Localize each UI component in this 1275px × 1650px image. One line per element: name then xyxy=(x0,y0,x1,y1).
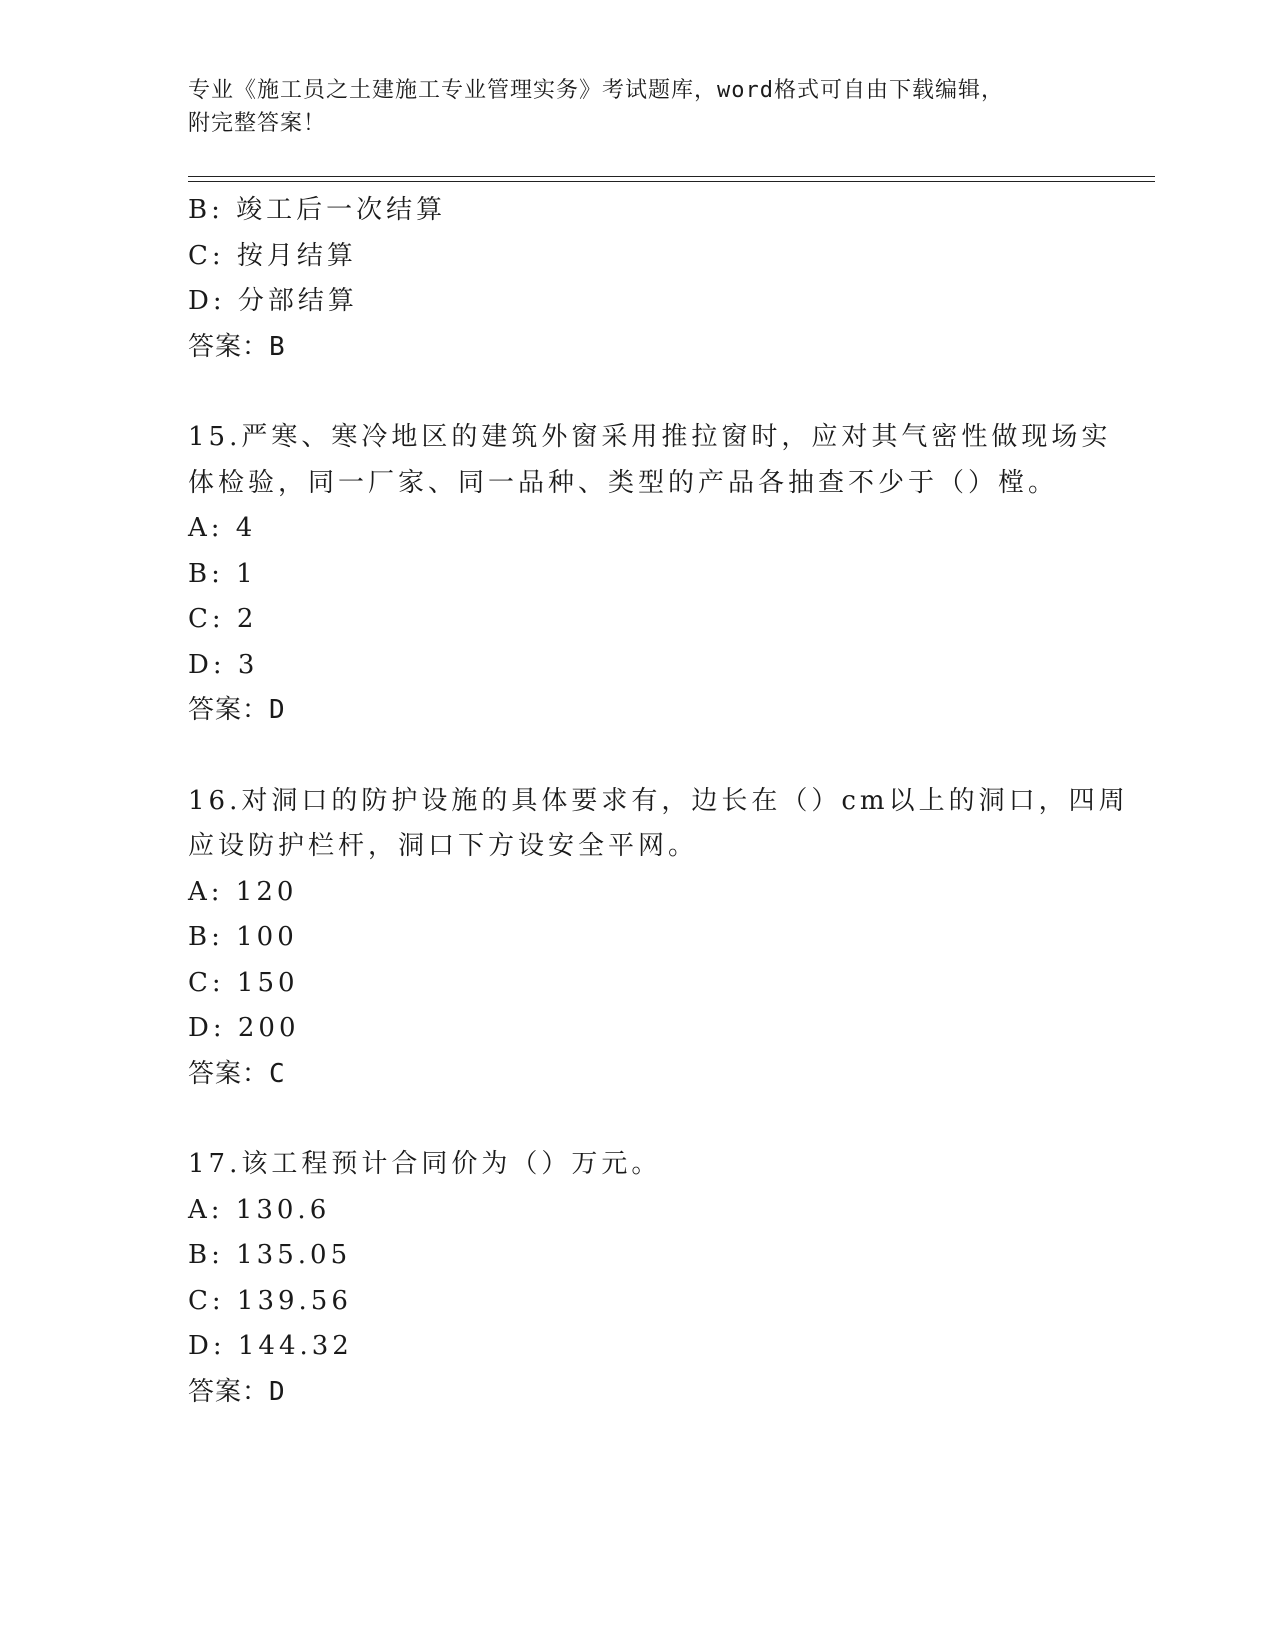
question-text-line-1: 15.严寒、寒冷地区的建筑外窗采用推拉窗时，应对其气密性做现场实 xyxy=(188,422,1112,452)
answer-line: 答案：C xyxy=(188,1058,286,1089)
option-a: A: 4 xyxy=(188,513,257,543)
document-header xyxy=(188,74,1088,140)
question-text-line-2: 体检验，同一厂家、同一品种、类型的产品各抽查不少于（）樘。 xyxy=(188,467,1059,498)
option-c: C: 150 xyxy=(188,967,299,998)
question-text-line-1: 16.对洞口的防护设施的具体要求有，边长在（）cm以上的洞口，四周 xyxy=(188,785,1129,816)
option-b: B: 1 xyxy=(188,558,257,589)
block-spacer xyxy=(188,1097,1088,1142)
option-c: C: 139.56 xyxy=(188,1285,352,1316)
header-line-1: 专业《施工员之土建施工专业管理实务》考试题库，word格式可自由下载编辑， xyxy=(188,78,1004,103)
option-d: D: 分部结算 xyxy=(188,286,358,316)
block-spacer xyxy=(188,370,1088,415)
answer-line: 答案：B xyxy=(188,331,286,362)
question-block-15 xyxy=(188,415,1112,734)
question-block-14 xyxy=(188,188,1088,370)
option-d: D: 3 xyxy=(188,649,259,680)
option-d: D: 144.32 xyxy=(188,1331,353,1361)
question-block-17 xyxy=(188,1142,1088,1415)
option-b: B: 竣工后一次结算 xyxy=(188,195,447,225)
answer-line: 答案：D xyxy=(188,1376,286,1407)
option-d: D: 200 xyxy=(188,1013,300,1043)
option-c: C: 2 xyxy=(188,604,258,634)
header-rule-top xyxy=(188,176,1155,177)
question-list xyxy=(188,188,1129,1415)
option-a: A: 130.6 xyxy=(188,1194,331,1225)
option-b: B: 100 xyxy=(188,922,298,952)
header-line-2: 附完整答案！ xyxy=(188,111,327,136)
option-c: C: 按月结算 xyxy=(188,240,357,271)
answer-line: 答案：D xyxy=(188,695,286,725)
question-text-line-1: 17.该工程预计合同价为（）万元。 xyxy=(188,1149,662,1179)
option-b: B: 135.05 xyxy=(188,1240,352,1270)
header-rule-bottom xyxy=(188,181,1155,182)
block-spacer xyxy=(188,734,1088,779)
question-block-16 xyxy=(188,779,1129,1098)
question-text-line-2: 应设防护栏杆，洞口下方设安全平网。 xyxy=(188,831,699,861)
option-a: A: 120 xyxy=(188,876,298,907)
